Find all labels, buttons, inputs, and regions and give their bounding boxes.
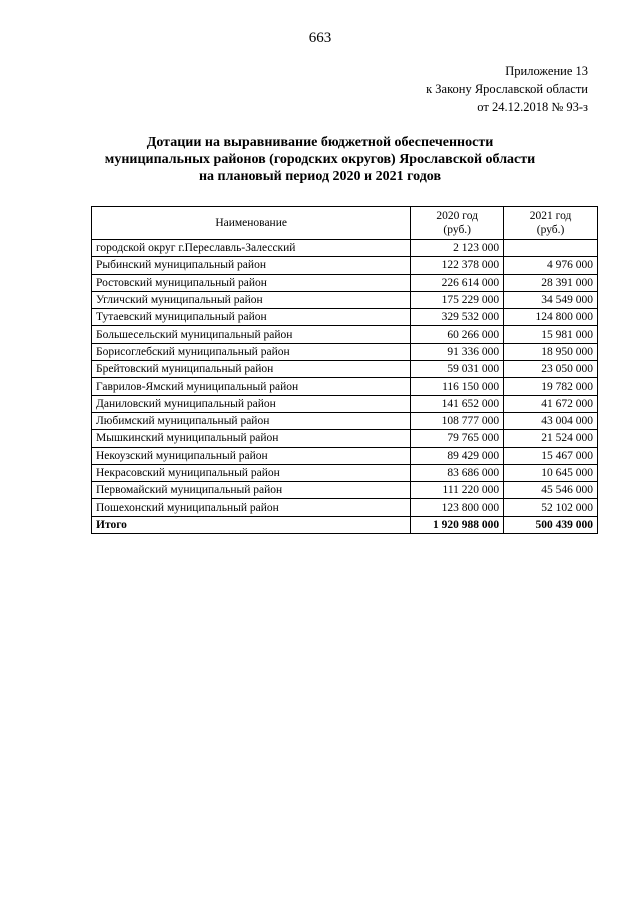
cell-2020: 79 765 000 [411, 430, 504, 447]
cell-2021: 15 467 000 [504, 447, 598, 464]
cell-2020: 108 777 000 [411, 412, 504, 429]
title-line-1: Дотации на выравнивание бюджетной обеспеченности [146, 135, 494, 150]
appendix-line-1: Приложение 13 [505, 64, 588, 78]
table-row [92, 240, 598, 257]
cell-2021: 10 645 000 [504, 464, 598, 481]
cell-2021: 23 050 000 [504, 361, 598, 378]
table-row [92, 378, 598, 395]
subsidies-table [91, 206, 598, 534]
cell-2021: 21 524 000 [504, 430, 598, 447]
page-number: 663 [308, 30, 332, 46]
cell-2021: 45 546 000 [504, 482, 598, 499]
table-row [92, 257, 598, 274]
cell-2021: 4 976 000 [504, 257, 598, 274]
cell-name: Первомайский муниципальный район [92, 482, 411, 499]
table-row [92, 395, 598, 412]
cell-2020: 91 336 000 [411, 343, 504, 360]
header-2020-unit: (руб.) [443, 224, 472, 236]
document-title [0, 134, 640, 185]
cell-2020: 122 378 000 [411, 257, 504, 274]
cell-name: Пошехонский муниципальный район [92, 499, 411, 516]
cell-2020: 175 229 000 [411, 291, 504, 308]
table-row [92, 482, 598, 499]
table-row [92, 309, 598, 326]
header-name: Наименование [92, 207, 411, 240]
table-body [92, 240, 598, 534]
title-line-3: на плановый период 2020 и 2021 годов [198, 169, 442, 184]
table-row [92, 412, 598, 429]
cell-2020: 83 686 000 [411, 464, 504, 481]
cell-2020: 1 920 988 000 [411, 516, 504, 533]
cell-2021: 19 782 000 [504, 378, 598, 395]
cell-2021 [504, 240, 598, 257]
header-2021-unit: (руб.) [536, 224, 565, 236]
cell-2021: 34 549 000 [504, 291, 598, 308]
cell-name: Брейтовский муниципальный район [92, 361, 411, 378]
cell-2020: 141 652 000 [411, 395, 504, 412]
table-row [92, 274, 598, 291]
cell-name: городской округ г.Переславль-Залесский [92, 240, 411, 257]
appendix-note [426, 62, 588, 116]
cell-2021: 41 672 000 [504, 395, 598, 412]
cell-name: Мышкинский муниципальный район [92, 430, 411, 447]
cell-2020: 226 614 000 [411, 274, 504, 291]
table-row [92, 326, 598, 343]
cell-2020: 329 532 000 [411, 309, 504, 326]
cell-2020: 116 150 000 [411, 378, 504, 395]
table-total-row [92, 516, 598, 533]
cell-2020: 111 220 000 [411, 482, 504, 499]
cell-2020: 59 031 000 [411, 361, 504, 378]
header-2020 [411, 207, 504, 240]
cell-2021: 500 439 000 [504, 516, 598, 533]
cell-2020: 89 429 000 [411, 447, 504, 464]
cell-name: Некрасовский муниципальный район [92, 464, 411, 481]
cell-2021: 15 981 000 [504, 326, 598, 343]
header-2020-year: 2020 год [436, 210, 478, 222]
table-row [92, 464, 598, 481]
table-row [92, 499, 598, 516]
cell-2020: 123 800 000 [411, 499, 504, 516]
cell-name: Гаврилов-Ямский муниципальный район [92, 378, 411, 395]
table-row [92, 343, 598, 360]
table-row [92, 430, 598, 447]
cell-2021: 52 102 000 [504, 499, 598, 516]
header-2021-year: 2021 год [529, 210, 572, 222]
title-line-2: муниципальных районов (городских округов) Ярославской области [104, 152, 536, 167]
cell-name: Рыбинский муниципальный район [92, 257, 411, 274]
cell-name: Итого [92, 516, 411, 533]
cell-2021: 28 391 000 [504, 274, 598, 291]
cell-name: Борисоглебский муниципальный район [92, 343, 411, 360]
cell-name: Даниловский муниципальный район [92, 395, 411, 412]
table-row [92, 361, 598, 378]
cell-2021: 18 950 000 [504, 343, 598, 360]
table-row [92, 447, 598, 464]
table-row [92, 291, 598, 308]
appendix-line-3: от 24.12.2018 № 93-з [477, 100, 588, 114]
cell-name: Любимский муниципальный район [92, 412, 411, 429]
cell-name: Угличский муниципальный район [92, 291, 411, 308]
cell-name: Тутаевский муниципальный район [92, 309, 411, 326]
cell-2021: 43 004 000 [504, 412, 598, 429]
table-header-row [92, 207, 598, 240]
cell-2021: 124 800 000 [504, 309, 598, 326]
appendix-line-2: к Закону Ярославской области [426, 82, 588, 96]
cell-name: Некоузский муниципальный район [92, 447, 411, 464]
cell-2020: 2 123 000 [411, 240, 504, 257]
cell-name: Большесельский муниципальный район [92, 326, 411, 343]
header-2021 [504, 207, 598, 240]
cell-2020: 60 266 000 [411, 326, 504, 343]
cell-name: Ростовский муниципальный район [92, 274, 411, 291]
